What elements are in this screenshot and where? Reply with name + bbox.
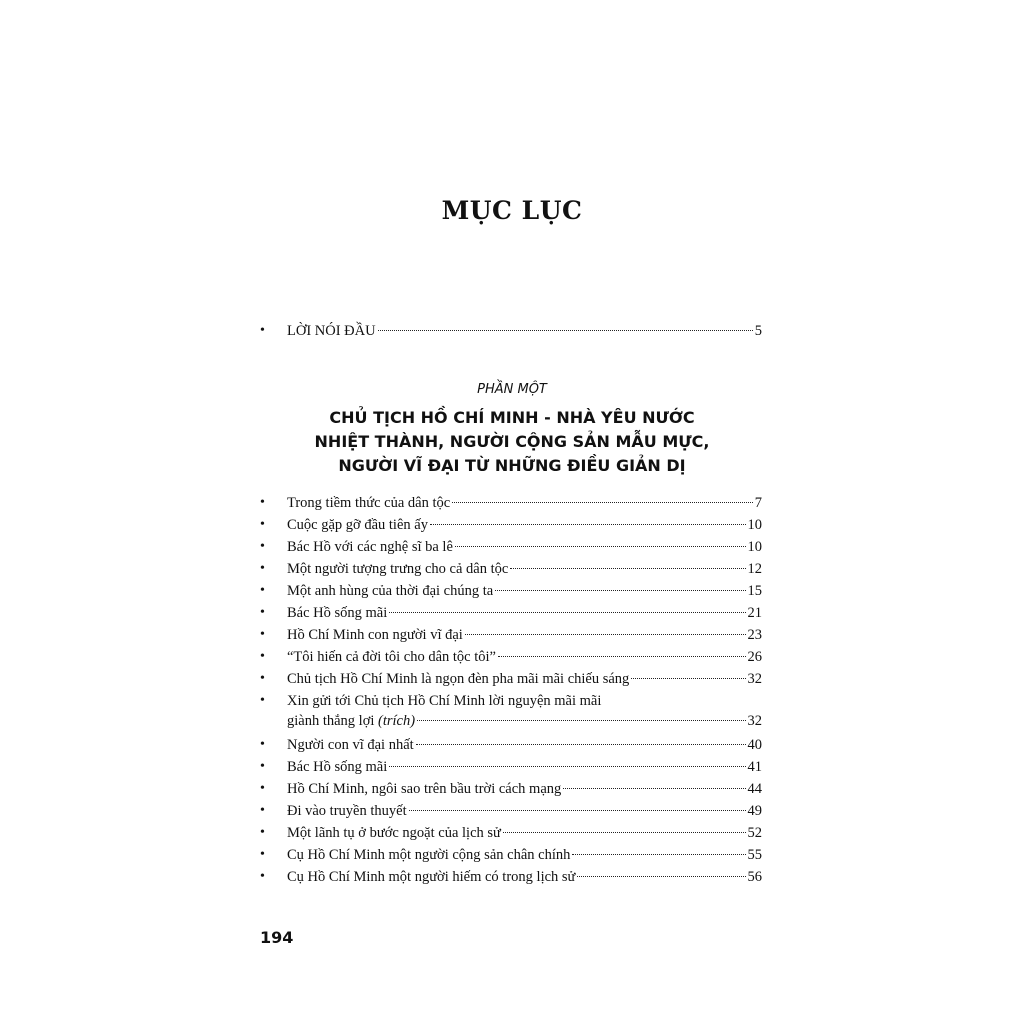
- toc-entry: [260, 757, 762, 777]
- toc-entry-preface: [260, 321, 762, 341]
- toc-entry-title: “Tôi hiến cả đời tôi cho dân tộc tôi”: [287, 649, 496, 665]
- toc-entry-title: giành thắng lợi: [287, 713, 375, 729]
- toc-entry: [260, 669, 762, 689]
- toc-entry-page: 7: [754, 495, 762, 511]
- toc-entry: [260, 735, 762, 755]
- toc-entry: [260, 867, 762, 887]
- dot-leader: [563, 788, 745, 789]
- toc-entry-page: 32: [747, 713, 762, 729]
- dot-leader: [452, 502, 753, 503]
- toc-entry-title: Cuộc gặp gỡ đầu tiên ấy: [287, 517, 428, 533]
- dot-leader: [389, 766, 745, 767]
- toc-entry-title: Một anh hùng của thời đại chúng ta: [287, 583, 494, 599]
- toc-entry-page: 23: [747, 627, 762, 643]
- toc-entry-page: 15: [747, 583, 762, 599]
- bullet-icon: •: [260, 825, 265, 840]
- toc-entry-title: LỜI NÓI ĐẦU: [287, 323, 376, 339]
- dot-leader: [430, 524, 746, 525]
- dot-leader: [503, 832, 746, 833]
- bullet-icon: •: [260, 847, 265, 862]
- toc-entry-page: 40: [747, 737, 762, 753]
- bullet-icon: •: [260, 759, 265, 774]
- bullet-icon: •: [260, 583, 265, 598]
- part-heading-line-2: NHIỆT THÀNH, NGƯỜI CỘNG SẢN MẪU MỰC,: [314, 432, 710, 451]
- toc-entry: [260, 823, 762, 843]
- dot-leader: [465, 634, 746, 635]
- bullet-icon: •: [260, 869, 265, 884]
- toc-entry-title: Bác Hồ sống mãi: [287, 605, 388, 621]
- toc-entry-page: 44: [747, 781, 762, 797]
- toc-entry-title: Cụ Hồ Chí Minh một người hiếm có trong lịch sử: [287, 869, 576, 885]
- toc-entry-page: 21: [747, 605, 762, 621]
- toc-entry-page: 26: [747, 649, 762, 665]
- toc-entry: [260, 625, 762, 645]
- toc-entry: [260, 845, 762, 865]
- bullet-icon: •: [260, 737, 265, 752]
- bullet-icon: •: [260, 539, 265, 554]
- toc-entry: [260, 581, 762, 601]
- dot-leader: [631, 678, 745, 679]
- toc-entry-title: Chủ tịch Hồ Chí Minh là ngọn đèn pha mãi mãi chiếu sáng: [287, 671, 630, 687]
- dot-leader: [378, 330, 753, 331]
- toc-entry: [260, 647, 762, 667]
- bullet-icon: •: [260, 649, 265, 664]
- dot-leader: [510, 568, 745, 569]
- toc-entry: [260, 537, 762, 557]
- toc-entry-page: 10: [747, 517, 762, 533]
- toc-entry: [260, 801, 762, 821]
- bullet-icon: •: [260, 781, 265, 796]
- bullet-icon: •: [260, 495, 265, 510]
- toc-entry-page: 56: [747, 869, 762, 885]
- bullet-icon: •: [260, 627, 265, 642]
- dot-leader: [455, 546, 746, 547]
- toc-entry-title: Hồ Chí Minh, ngôi sao trên bầu trời cách mạng: [287, 781, 562, 797]
- dot-leader: [389, 612, 745, 613]
- toc-entry: [260, 559, 762, 579]
- bullet-icon: •: [260, 561, 265, 576]
- toc-entry-title: Cụ Hồ Chí Minh một người cộng sản chân chính: [287, 847, 571, 863]
- part-label: PHẦN MỘT: [477, 382, 547, 397]
- toc-entry-page: 52: [747, 825, 762, 841]
- toc-entry: [260, 603, 762, 623]
- page-number: 194: [260, 928, 294, 947]
- toc-entry-title: Một người tượng trưng cho cả dân tộc: [287, 561, 509, 577]
- toc-entry: [260, 515, 762, 535]
- toc-entry-title: Bác Hồ sống mãi: [287, 759, 388, 775]
- part-heading-line-1: CHỦ TỊCH HỒ CHÍ MINH - NHÀ YÊU NƯỚC: [329, 408, 695, 427]
- dot-leader: [409, 810, 746, 811]
- toc-entry-title-first-line: Xin gửi tới Chủ tịch Hồ Chí Minh lời nguyện mãi mãi: [287, 693, 602, 709]
- toc-entry-page: 10: [747, 539, 762, 555]
- bullet-icon: •: [260, 671, 265, 686]
- toc-entry-page: 49: [747, 803, 762, 819]
- toc-entry: [260, 779, 762, 799]
- toc-entry-page: 41: [747, 759, 762, 775]
- dot-leader: [572, 854, 745, 855]
- toc-entry-title: Hồ Chí Minh con người vĩ đại: [287, 627, 463, 643]
- bullet-icon: •: [260, 803, 265, 818]
- bullet-icon: •: [260, 323, 265, 338]
- page-title: MỤC LỤC: [441, 196, 583, 225]
- dot-leader: [498, 656, 746, 657]
- bullet-icon: •: [260, 517, 265, 532]
- toc-entry-title: Đi vào truyền thuyết: [287, 803, 407, 819]
- dot-leader: [416, 744, 746, 745]
- toc-entry-title: Trong tiềm thức của dân tộc: [287, 495, 451, 511]
- toc-entry-page: 55: [747, 847, 762, 863]
- toc-entry-title: Một lãnh tụ ở bước ngoặt của lịch sử: [287, 825, 501, 841]
- toc-entry-page: 5: [754, 323, 762, 339]
- dot-leader: [577, 876, 745, 877]
- toc-entry-title: Bác Hồ với các nghệ sĩ ba lê: [287, 539, 453, 555]
- bullet-icon: •: [260, 605, 265, 620]
- toc-entry-title: Người con vĩ đại nhất: [287, 737, 414, 753]
- toc-entry: [260, 691, 762, 731]
- dot-leader: [417, 720, 745, 721]
- dot-leader: [495, 590, 745, 591]
- toc-entry-title-italic: (trích): [378, 713, 416, 729]
- toc-entry-page: 32: [747, 671, 762, 687]
- toc-entry-page: 12: [747, 561, 762, 577]
- part-heading-line-3: NGƯỜI VĨ ĐẠI TỪ NHỮNG ĐIỀU GIẢN DỊ: [338, 456, 686, 475]
- bullet-icon: •: [260, 693, 265, 708]
- toc-entry: [260, 493, 762, 513]
